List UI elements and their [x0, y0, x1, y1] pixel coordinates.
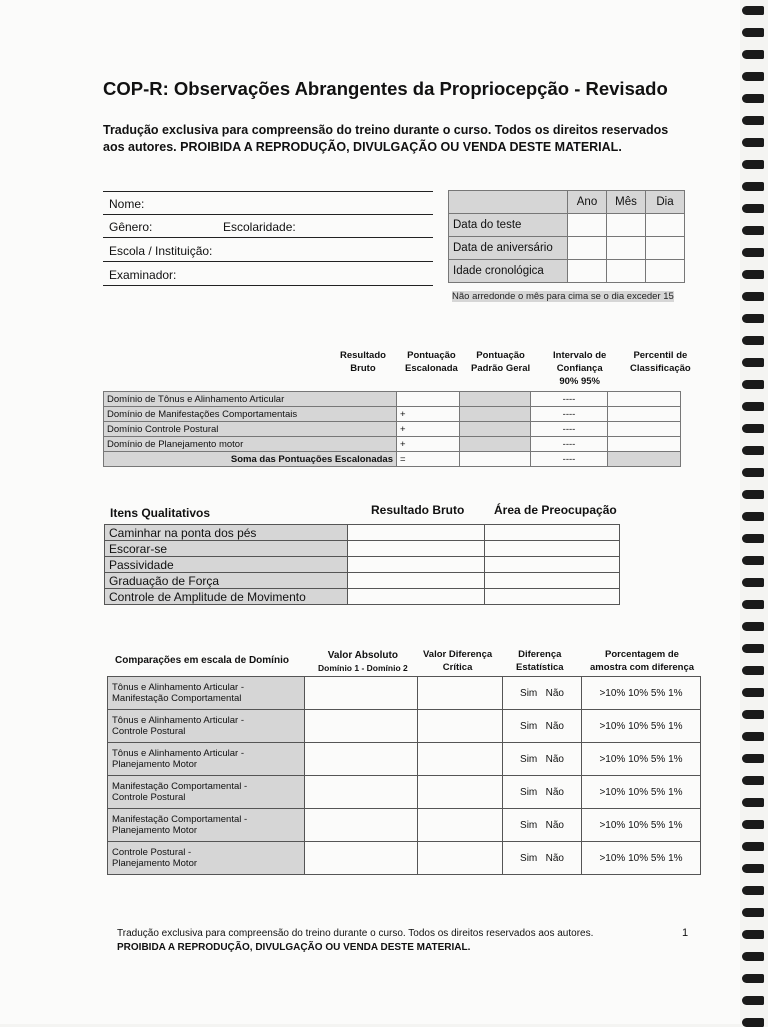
binding-coil — [742, 512, 764, 521]
statistical-difference-header — [516, 648, 564, 674]
domain-label: Domínio Controle Postural — [104, 422, 397, 437]
binding-coil — [742, 248, 764, 257]
standard-score-cell — [460, 407, 531, 422]
rounding-note: Não arredonde o mês para cima se o dia exceder 15 — [452, 291, 674, 302]
sample-percentage-header — [590, 648, 694, 674]
binding-coil — [742, 556, 764, 565]
nao-option[interactable]: Não — [545, 786, 564, 798]
gender-field[interactable] — [103, 214, 433, 238]
spiral-binding — [742, 0, 768, 1024]
examiner-field[interactable] — [103, 262, 433, 286]
absolute-value-cell[interactable] — [305, 743, 418, 776]
concern-cell[interactable] — [485, 573, 620, 589]
binding-coil — [742, 688, 764, 697]
standard-score-header — [471, 349, 530, 375]
name-field[interactable] — [103, 191, 433, 215]
header-line: amostra com diferença — [590, 662, 695, 673]
binding-coil — [742, 116, 764, 125]
binding-coil — [742, 336, 764, 345]
binding-coil — [742, 446, 764, 455]
critical-difference-cell[interactable] — [418, 710, 503, 743]
absolute-value-cell[interactable] — [305, 677, 418, 710]
header-line: 90% 95% — [559, 376, 600, 387]
copyright-line-1: Tradução exclusiva para compreensão do treino durante o curso. Todos os direitos reservados — [103, 123, 669, 137]
binding-coil — [742, 292, 764, 301]
id-top-rule — [103, 191, 433, 192]
binding-coil — [742, 358, 764, 367]
ci-cell[interactable]: ---- — [531, 452, 608, 467]
binding-coil — [742, 226, 764, 235]
comparison-label — [108, 710, 305, 743]
binding-coil — [742, 776, 764, 785]
header-line: Percentil de — [633, 350, 688, 361]
percentile-cell — [608, 452, 681, 467]
concern-cell[interactable] — [485, 557, 620, 573]
raw-result-heading: Resultado Bruto — [371, 503, 465, 517]
standard-score-cell — [460, 392, 531, 407]
critical-difference-cell[interactable] — [418, 776, 503, 809]
chronological-age-label: Idade cronológica — [449, 260, 568, 283]
concern-cell[interactable] — [485, 525, 620, 541]
comparison-label — [108, 776, 305, 809]
percentage-choice[interactable]: >10% 10% 5% 1% — [582, 842, 701, 875]
comparison-label — [108, 842, 305, 875]
critical-difference-cell[interactable] — [418, 743, 503, 776]
concern-cell[interactable] — [485, 541, 620, 557]
binding-coil — [742, 710, 764, 719]
absolute-value-cell[interactable] — [305, 809, 418, 842]
critical-difference-cell[interactable] — [418, 677, 503, 710]
comparison-line: Manifestação Comportamental - — [112, 814, 248, 825]
binding-coil — [742, 6, 764, 15]
domain-scores-table — [103, 391, 681, 467]
standard-score-cell — [460, 422, 531, 437]
qualitative-table — [104, 524, 620, 605]
nao-option[interactable]: Não — [545, 852, 564, 864]
binding-coil — [742, 138, 764, 147]
standard-sum-cell[interactable] — [460, 452, 531, 467]
scaled-score-header — [405, 349, 458, 375]
domain-label: Domínio de Tônus e Alinhamento Articular — [104, 392, 397, 407]
footer-line-1: Tradução exclusiva para compreensão do treino durante o curso. Todos os direitos reservados aos autores. — [117, 928, 594, 939]
qualitative-item: Controle de Amplitude de Movimento — [105, 589, 348, 605]
raw-result-cell[interactable] — [348, 589, 485, 605]
sim-nao-choice[interactable] — [503, 776, 582, 809]
binding-coil — [742, 314, 764, 323]
qualitative-item: Escorar-se — [105, 541, 348, 557]
copyright-line-2: aos autores. PROIBIDA A REPRODUÇÃO, DIVULGAÇÃO OU VENDA DESTE MATERIAL. — [103, 140, 622, 154]
schooling-label: Escolaridade: — [223, 220, 296, 234]
date-cell[interactable] — [607, 237, 646, 260]
absolute-value-cell[interactable] — [305, 842, 418, 875]
scaled-score-cell[interactable]: + — [397, 437, 460, 452]
date-cell[interactable] — [646, 237, 685, 260]
binding-coil — [742, 270, 764, 279]
binding-coil — [742, 182, 764, 191]
header-line: Valor Diferença — [423, 649, 493, 660]
ci-cell[interactable]: ---- — [531, 407, 608, 422]
comparison-line: Manifestação Comportamental — [112, 693, 242, 704]
binding-coil — [742, 952, 764, 961]
binding-coil — [742, 72, 764, 81]
examiner-label: Examinador: — [109, 268, 177, 282]
standard-score-cell — [460, 437, 531, 452]
sim-nao-choice[interactable] — [503, 710, 582, 743]
concern-cell[interactable] — [485, 589, 620, 605]
nao-option[interactable]: Não — [545, 687, 564, 699]
percentage-choice[interactable]: >10% 10% 5% 1% — [582, 677, 701, 710]
comparison-line: Planejamento Motor — [112, 759, 198, 770]
binding-coil — [742, 402, 764, 411]
comparison-label — [108, 743, 305, 776]
header-line: Pontuação — [476, 350, 525, 361]
critical-difference-header — [423, 648, 492, 674]
date-cell[interactable] — [607, 260, 646, 283]
binding-coil — [742, 424, 764, 433]
copyright-notice — [103, 122, 669, 156]
sim-nao-choice[interactable] — [503, 842, 582, 875]
binding-coil — [742, 578, 764, 587]
binding-coil — [742, 886, 764, 895]
sim-nao-choice[interactable] — [503, 743, 582, 776]
binding-coil — [742, 1018, 764, 1027]
date-cell[interactable] — [568, 237, 607, 260]
qualitative-item: Graduação de Força — [105, 573, 348, 589]
comparison-line: Tônus e Alinhamento Articular - — [112, 715, 245, 726]
header-line: Estatística — [516, 662, 564, 673]
binding-coil — [742, 864, 764, 873]
header-line: Porcentagem de — [605, 649, 679, 660]
date-cell[interactable] — [646, 214, 685, 237]
domain-label: Domínio de Manifestações Comportamentais — [104, 407, 397, 422]
gender-label: Gênero: — [109, 220, 153, 234]
binding-coil — [742, 600, 764, 609]
comparisons-heading: Comparações em escala de Domínio — [115, 655, 289, 666]
binding-coil — [742, 908, 764, 917]
qualitative-heading: Itens Qualitativos — [110, 506, 211, 520]
scaled-sum-cell[interactable]: = — [397, 452, 460, 467]
date-cell[interactable] — [646, 260, 685, 283]
scaled-score-cell[interactable] — [397, 392, 460, 407]
binding-coil — [742, 468, 764, 477]
scaled-score-cell[interactable]: + — [397, 422, 460, 437]
comparison-line: Tônus e Alinhamento Articular - — [112, 682, 245, 693]
percentage-choice[interactable]: >10% 10% 5% 1% — [582, 776, 701, 809]
sum-label: Soma das Pontuações Escalonadas — [104, 452, 397, 467]
binding-coil — [742, 644, 764, 653]
date-cell[interactable] — [607, 214, 646, 237]
header-line: Intervalo de — [553, 350, 607, 361]
comparison-line: Controle Postural — [112, 726, 186, 737]
binding-coil — [742, 930, 764, 939]
page-number: 1 — [682, 927, 689, 939]
sim-option[interactable]: Sim — [520, 720, 538, 732]
month-header: Mês — [607, 191, 646, 214]
ci-cell[interactable]: ---- — [531, 437, 608, 452]
header-line: Domínio 1 - Domínio 2 — [318, 663, 408, 673]
qualitative-item: Passividade — [105, 557, 348, 573]
percentile-cell[interactable] — [608, 407, 681, 422]
binding-coil — [742, 534, 764, 543]
binding-coil — [742, 732, 764, 741]
school-label: Escola / Instituição: — [109, 244, 213, 258]
header-line: Classificação — [630, 363, 691, 374]
comparison-line: Tônus e Alinhamento Articular - — [112, 748, 245, 759]
comparisons-table — [107, 676, 701, 875]
test-date-label: Data do teste — [449, 214, 568, 237]
sim-option[interactable]: Sim — [520, 786, 538, 798]
day-header: Dia — [646, 191, 685, 214]
percentile-cell[interactable] — [608, 392, 681, 407]
percentile-header — [630, 349, 691, 375]
binding-coil — [742, 754, 764, 763]
ci-cell[interactable]: ---- — [531, 392, 608, 407]
sim-option[interactable]: Sim — [520, 687, 538, 699]
binding-coil — [742, 820, 764, 829]
header-line: Resultado — [340, 350, 386, 361]
comparison-line: Planejamento Motor — [112, 825, 198, 836]
header-line: Padrão Geral — [471, 363, 531, 374]
year-header: Ano — [568, 191, 607, 214]
percentage-choice[interactable]: >10% 10% 5% 1% — [582, 809, 701, 842]
binding-coil — [742, 666, 764, 675]
absolute-value-header — [318, 649, 408, 675]
footer-notice — [117, 927, 593, 955]
raw-result-cell[interactable] — [348, 557, 485, 573]
nao-option[interactable]: Não — [545, 720, 564, 732]
comparison-label — [108, 677, 305, 710]
absolute-value-cell[interactable] — [305, 710, 418, 743]
domain-label: Domínio de Planejamento motor — [104, 437, 397, 452]
school-field[interactable] — [103, 238, 433, 262]
date-cell[interactable] — [568, 260, 607, 283]
page-title: COP-R: Observações Abrangentes da Propriocepção - Revisado — [103, 78, 668, 99]
header-line: Confiança — [556, 363, 603, 374]
header-line: Valor Absoluto — [327, 650, 398, 661]
binding-coil — [742, 842, 764, 851]
binding-coil — [742, 798, 764, 807]
comparison-line: Controle Postural - — [112, 847, 192, 858]
date-cell[interactable] — [568, 214, 607, 237]
critical-difference-cell[interactable] — [418, 842, 503, 875]
sim-nao-choice[interactable] — [503, 809, 582, 842]
concern-area-heading: Área de Preocupação — [494, 503, 617, 517]
nao-option[interactable]: Não — [545, 819, 564, 831]
binding-coil — [742, 160, 764, 169]
raw-result-cell[interactable] — [348, 525, 485, 541]
percentage-choice[interactable]: >10% 10% 5% 1% — [582, 743, 701, 776]
name-label: Nome: — [109, 197, 145, 211]
confidence-interval-header — [553, 349, 606, 388]
sim-option[interactable]: Sim — [520, 852, 538, 864]
header-line: Diferença — [518, 649, 562, 660]
sim-option[interactable]: Sim — [520, 753, 538, 765]
binding-coil — [742, 622, 764, 631]
qualitative-item: Caminhar na ponta dos pés — [105, 525, 348, 541]
binding-coil — [742, 28, 764, 37]
binding-coil — [742, 974, 764, 983]
footer-line-2: PROIBIDA A REPRODUÇÃO, DIVULGAÇÃO OU VENDA DESTE MATERIAL. — [117, 942, 471, 953]
sim-nao-choice[interactable] — [503, 677, 582, 710]
ci-cell[interactable]: ---- — [531, 422, 608, 437]
raw-score-header — [340, 349, 386, 375]
header-line: Crítica — [442, 662, 473, 673]
percentile-cell[interactable] — [608, 422, 681, 437]
comparison-line: Controle Postural — [112, 792, 186, 803]
comparison-line: Planejamento Motor — [112, 858, 198, 869]
dates-table — [448, 190, 685, 283]
binding-coil — [742, 490, 764, 499]
comparison-label — [108, 809, 305, 842]
nao-option[interactable]: Não — [545, 753, 564, 765]
raw-result-cell[interactable] — [348, 573, 485, 589]
scaled-score-cell[interactable]: + — [397, 407, 460, 422]
header-line: Escalonada — [405, 363, 458, 374]
binding-coil — [742, 50, 764, 59]
binding-coil — [742, 996, 764, 1005]
comparison-line: Manifestação Comportamental - — [112, 781, 248, 792]
critical-difference-cell[interactable] — [418, 809, 503, 842]
binding-coil — [742, 380, 764, 389]
percentile-cell[interactable] — [608, 437, 681, 452]
binding-coil — [742, 204, 764, 213]
sim-option[interactable]: Sim — [520, 819, 538, 831]
header-line: Bruto — [350, 363, 376, 374]
binding-coil — [742, 94, 764, 103]
absolute-value-cell[interactable] — [305, 776, 418, 809]
birth-date-label: Data de aniversário — [449, 237, 568, 260]
header-line: Pontuação — [407, 350, 456, 361]
raw-result-cell[interactable] — [348, 541, 485, 557]
percentage-choice[interactable]: >10% 10% 5% 1% — [582, 710, 701, 743]
